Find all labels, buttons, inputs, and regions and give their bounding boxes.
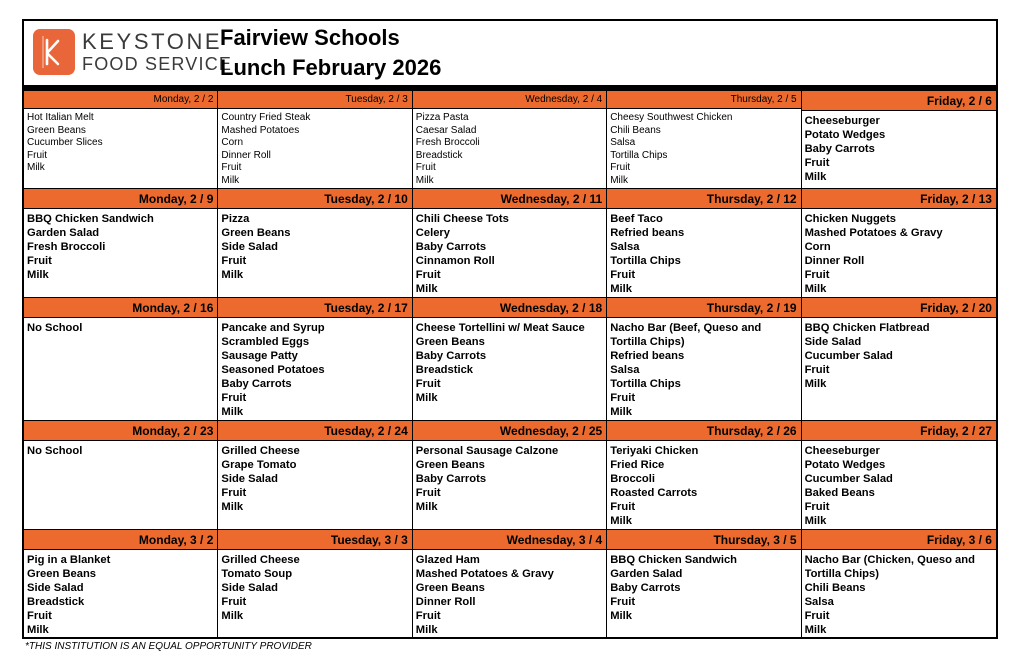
menu-item: Milk	[415, 283, 438, 295]
menu-item: Fruit	[27, 610, 52, 622]
menu-item: Fresh Broccoli	[27, 241, 106, 253]
menu-item: Milk	[610, 406, 632, 418]
menu-item: Chili Beans	[804, 582, 866, 594]
day-header: Tuesday, 2 / 10	[218, 189, 411, 209]
menu-item: Fruit	[415, 269, 441, 281]
menu-calendar	[22, 19, 998, 639]
menu-item: Beef Taco	[610, 213, 663, 225]
menu-list	[218, 441, 411, 517]
day-cell	[802, 298, 996, 421]
menu-item: Fruit	[415, 162, 436, 173]
menu-item: Salsa	[804, 596, 834, 608]
menu-item: Country Fried Steak	[221, 112, 311, 123]
menu-list	[607, 318, 800, 422]
menu-grid	[24, 91, 996, 638]
menu-item: Fruit	[610, 501, 636, 513]
menu-item: Green Beans	[415, 582, 485, 594]
day-header: Thursday, 3 / 5	[607, 530, 800, 550]
menu-item: Side Salad	[27, 582, 84, 594]
menu-item: Fresh Broccoli	[415, 137, 480, 148]
menu-list	[607, 109, 800, 190]
menu-item: BBQ Chicken Sandwich	[610, 554, 738, 566]
menu-item: Green Beans	[27, 124, 86, 136]
menu-item: Tortilla Chips)	[804, 568, 879, 580]
menu-item: Green Beans	[415, 459, 485, 471]
day-cell	[24, 530, 218, 638]
day-cell	[24, 189, 218, 298]
day-header: Friday, 2 / 6	[802, 91, 996, 111]
day-header: Thursday, 2 / 5	[607, 91, 800, 109]
menu-item: Milk	[415, 624, 438, 636]
menu-item: Fruit	[415, 378, 441, 390]
menu-item: Milk	[221, 406, 244, 418]
menu-item: Chicken Nuggets	[804, 213, 896, 225]
menu-item: Baby Carrots	[415, 473, 487, 485]
day-header: Monday, 2 / 9	[24, 189, 217, 209]
menu-item: Fruit	[610, 162, 631, 173]
menu-item: Grilled Cheese	[221, 554, 300, 566]
menu-item: Side Salad	[804, 336, 862, 348]
menu-item: Breadstick	[415, 149, 463, 161]
day-header: Thursday, 2 / 12	[607, 189, 800, 209]
menu-item: Breadstick	[415, 364, 474, 376]
menu-list	[607, 209, 800, 299]
menu-item: Refried beans	[610, 350, 685, 362]
day-cell	[24, 298, 218, 421]
menu-list	[24, 441, 217, 461]
menu-item: Fruit	[221, 487, 247, 499]
menu-list	[413, 109, 606, 190]
menu-item: Sausage Patty	[221, 350, 298, 362]
menu-item: Chili Cheese Tots	[415, 213, 509, 225]
menu-item: Nacho Bar (Chicken, Queso and	[804, 554, 975, 566]
menu-item: Potato Wedges	[804, 459, 886, 471]
menu-item: Mashed Potatoes	[221, 124, 300, 136]
menu-item: Fruit	[221, 392, 247, 404]
menu-item: Broccoli	[610, 473, 655, 485]
menu-item: Scrambled Eggs	[221, 336, 310, 348]
menu-item: Hot Italian Melt	[27, 112, 94, 123]
day-cell	[802, 530, 996, 638]
day-header: Wednesday, 2 / 11	[413, 189, 606, 209]
menu-list	[218, 109, 411, 190]
menu-list	[24, 209, 217, 285]
day-header: Tuesday, 3 / 3	[218, 530, 411, 550]
menu-item: Tortilla Chips	[610, 378, 681, 390]
menu-item: Milk	[804, 624, 827, 636]
menu-item: Nacho Bar (Beef, Queso and	[610, 322, 762, 334]
menu-item: Milk	[27, 162, 45, 173]
day-cell	[413, 189, 607, 298]
menu-item: Salsa	[610, 241, 640, 253]
menu-item: Baby Carrots	[415, 241, 487, 253]
menu-item: Cucumber Slices	[27, 137, 103, 148]
menu-item: BBQ Chicken Flatbread	[804, 322, 930, 334]
menu-list	[607, 550, 800, 626]
menu-item: Garden Salad	[610, 568, 683, 580]
menu-item: Mashed Potatoes & Gravy	[804, 227, 943, 239]
menu-item: Milk	[804, 283, 827, 295]
menu-item: Milk	[804, 515, 827, 527]
day-header: Wednesday, 3 / 4	[413, 530, 606, 550]
day-header: Thursday, 2 / 19	[607, 298, 800, 318]
menu-item: Caesar Salad	[415, 124, 477, 136]
menu-list	[413, 441, 606, 517]
keystone-logo-icon	[33, 29, 75, 75]
menu-item: Celery	[415, 227, 451, 239]
menu-item: Side Salad	[221, 241, 278, 253]
menu-item: Milk	[804, 378, 827, 390]
menu-item: Pancake and Syrup	[221, 322, 325, 334]
menu-item: Green Beans	[415, 336, 485, 348]
menu-item: Fruit	[221, 162, 242, 173]
menu-item: Breadstick	[27, 596, 85, 608]
day-cell	[802, 421, 996, 530]
day-cell	[413, 530, 607, 638]
menu-item: Fruit	[804, 610, 830, 622]
menu-item: Fruit	[804, 157, 830, 169]
day-header: Friday, 3 / 6	[802, 530, 996, 550]
menu-item: BBQ Chicken Sandwich	[27, 213, 154, 225]
menu-item: Dinner Roll	[221, 149, 271, 161]
day-cell	[802, 189, 996, 298]
menu-list	[607, 441, 800, 531]
day-cell	[218, 421, 412, 530]
menu-item: Milk	[415, 501, 438, 513]
menu-item: Seasoned Potatoes	[221, 364, 325, 376]
menu-item: Pizza Pasta	[415, 112, 469, 123]
menu-item: Milk	[610, 283, 632, 295]
menu-list	[24, 109, 217, 178]
menu-item: Fruit	[804, 269, 830, 281]
menu-list	[802, 318, 996, 394]
menu-item: Fruit	[610, 269, 636, 281]
day-header: Monday, 3 / 2	[24, 530, 217, 550]
menu-list	[24, 550, 217, 640]
menu-item: Corn	[804, 241, 831, 253]
menu-item: Fruit	[221, 596, 247, 608]
day-header: Monday, 2 / 16	[24, 298, 217, 318]
menu-item: Milk	[221, 610, 244, 622]
menu-list	[802, 111, 996, 187]
menu-item: Baby Carrots	[804, 143, 875, 155]
day-cell	[24, 91, 218, 189]
day-cell	[607, 189, 801, 298]
day-cell	[607, 91, 801, 189]
menu-item: Mashed Potatoes & Gravy	[415, 568, 554, 580]
menu-item: Milk	[610, 610, 632, 622]
menu-item: Fruit	[27, 255, 52, 267]
menu-list	[24, 318, 217, 338]
menu-item: Tortilla Chips	[610, 255, 681, 267]
menu-item: Corn	[221, 137, 244, 148]
menu-item: Baby Carrots	[221, 378, 292, 390]
menu-list	[413, 209, 606, 299]
menu-item: Pig in a Blanket	[27, 554, 111, 566]
day-cell	[413, 421, 607, 530]
menu-list	[413, 550, 606, 640]
menu-item: Tortilla Chips	[610, 149, 668, 161]
menu-item: Roasted Carrots	[610, 487, 698, 499]
day-header: Friday, 2 / 13	[802, 189, 996, 209]
menu-item: Tomato Soup	[221, 568, 293, 580]
menu-item: Fruit	[415, 610, 441, 622]
menu-item: Milk	[27, 624, 49, 636]
menu-item: Fruit	[415, 487, 441, 499]
menu-item: Dinner Roll	[415, 596, 476, 608]
day-cell	[607, 421, 801, 530]
menu-item: Salsa	[610, 364, 640, 376]
menu-item: Fruit	[610, 392, 636, 404]
menu-item: Green Beans	[221, 227, 291, 239]
menu-item: Refried beans	[610, 227, 685, 239]
menu-item: Milk	[610, 515, 632, 527]
menu-item: Fruit	[221, 255, 247, 267]
menu-item: Milk	[415, 174, 434, 186]
day-cell	[218, 530, 412, 638]
menu-item: Cheese Tortellini w/ Meat Sauce	[415, 322, 585, 334]
menu-item: Dinner Roll	[804, 255, 865, 267]
menu-item: Side Salad	[221, 473, 278, 485]
menu-item: Green Beans	[27, 568, 97, 580]
menu-item: Milk	[221, 269, 244, 281]
day-header: Wednesday, 2 / 4	[413, 91, 606, 109]
menu-item: Fruit	[27, 149, 47, 161]
menu-item: Fruit	[804, 364, 830, 376]
menu-list	[218, 318, 411, 422]
menu-item: Pizza	[221, 213, 250, 225]
menu-list	[802, 441, 996, 531]
menu-item: Cinnamon Roll	[415, 255, 495, 267]
day-cell	[413, 298, 607, 421]
menu-item: Milk	[221, 501, 244, 513]
menu-item: Fruit	[804, 501, 830, 513]
menu-item: Cheesy Southwest Chicken	[610, 112, 733, 123]
day-header: Wednesday, 2 / 18	[413, 298, 606, 318]
day-header: Monday, 2 / 23	[24, 421, 217, 441]
day-header: Thursday, 2 / 26	[607, 421, 800, 441]
menu-list	[802, 209, 996, 299]
menu-item: Cheeseburger	[804, 445, 880, 457]
day-cell	[218, 189, 412, 298]
day-header: Tuesday, 2 / 17	[218, 298, 411, 318]
menu-item: Grape Tomato	[221, 459, 297, 471]
day-cell	[218, 91, 412, 189]
menu-item: Milk	[804, 171, 827, 183]
menu-item: Salsa	[610, 137, 636, 148]
menu-item: Cucumber Salad	[804, 350, 893, 362]
menu-item: Baked Beans	[804, 487, 875, 499]
school-name: Fairview Schools	[220, 25, 400, 50]
menu-item: Milk	[221, 174, 240, 186]
equal-opportunity-notice: *THIS INSTITUTION IS AN EQUAL OPPORTUNITY PROVIDER	[25, 641, 312, 652]
day-header: Tuesday, 2 / 3	[218, 91, 411, 109]
day-header: Wednesday, 2 / 25	[413, 421, 606, 441]
day-cell	[24, 421, 218, 530]
day-header: Friday, 2 / 27	[802, 421, 996, 441]
menu-item: Potato Wedges	[804, 129, 886, 141]
day-cell	[218, 298, 412, 421]
menu-item: Garden Salad	[27, 227, 100, 239]
day-cell	[607, 298, 801, 421]
day-header: Tuesday, 2 / 24	[218, 421, 411, 441]
menu-item: Baby Carrots	[610, 582, 681, 594]
menu-item: Tortilla Chips)	[610, 336, 685, 348]
menu-item: Glazed Ham	[415, 554, 480, 566]
menu-item: Grilled Cheese	[221, 445, 300, 457]
brand-name: KEYSTONE	[82, 29, 223, 54]
menu-item: Milk	[415, 392, 438, 404]
menu-item: Milk	[27, 269, 49, 281]
menu-item: Cucumber Salad	[804, 473, 893, 485]
menu-item: Personal Sausage Calzone	[415, 445, 559, 457]
menu-item: Side Salad	[221, 582, 278, 594]
day-header: Friday, 2 / 20	[802, 298, 996, 318]
menu-item: No School	[27, 445, 83, 457]
menu-item: Fruit	[610, 596, 636, 608]
menu-item: Fried Rice	[610, 459, 665, 471]
calendar-header	[24, 21, 996, 85]
menu-item: Baby Carrots	[415, 350, 487, 362]
menu-list	[218, 209, 411, 285]
menu-list	[218, 550, 411, 626]
menu-item: No School	[27, 322, 83, 334]
menu-list	[802, 550, 996, 640]
day-cell	[802, 91, 996, 189]
menu-list	[413, 318, 606, 408]
menu-item: Cheeseburger	[804, 115, 880, 127]
menu-item: Chili Beans	[610, 124, 661, 136]
day-header: Monday, 2 / 2	[24, 91, 217, 109]
menu-item: Teriyaki Chicken	[610, 445, 699, 457]
menu-title: Lunch February 2026	[220, 55, 442, 80]
brand-subtitle: FOOD SERVICE	[82, 54, 233, 74]
menu-item: Milk	[610, 174, 628, 186]
day-cell	[607, 530, 801, 638]
day-cell	[413, 91, 607, 189]
